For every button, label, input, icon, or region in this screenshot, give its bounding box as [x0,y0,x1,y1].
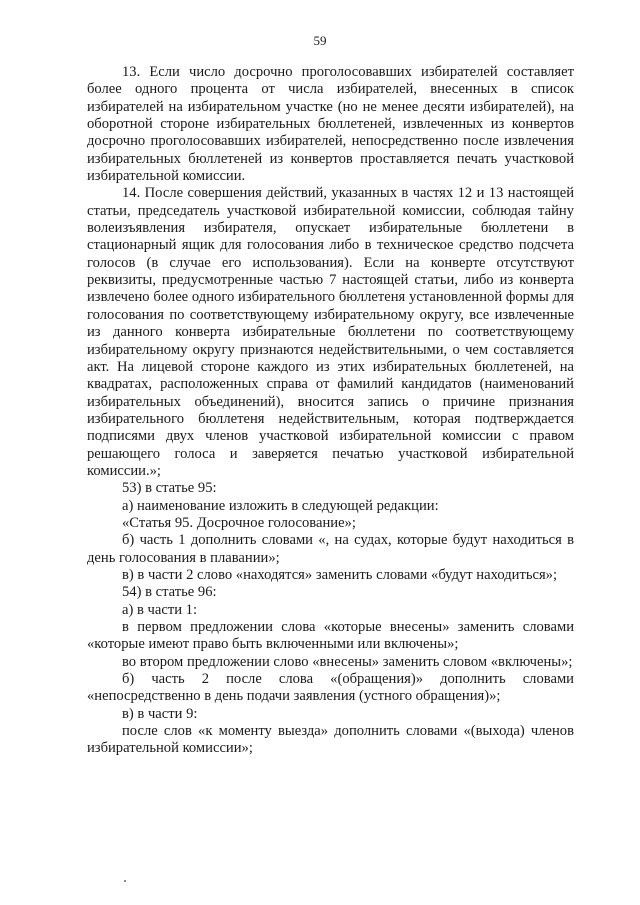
paragraph-54v-amendment: после слов «к моменту выезда» дополнить словами «(выхода) членов избирательной комиссии»; [87,723,574,757]
scan-speck [124,880,126,882]
paragraph-subpoint-54v: в) в части 9: [122,705,198,722]
paragraph-subpoint-53v: в) в части 2 слово «находятся» заменить словами «будут находиться»; [122,566,558,583]
document-body [87,64,574,758]
paragraph-subpoint-53b: б) часть 1 дополнить словами «, на судах, которые будут находиться в день голосования в плавании»; [87,532,574,566]
paragraph-subpoint-53a: а) наименование изложить в следующей редакции: [122,497,439,514]
page-number: 59 [313,33,327,48]
paragraph-subpoint-54b: б) часть 2 после слова «(обращения)» дополнить словами «непосредственно в день подачи заявления (устного обращения)»; [87,671,574,705]
paragraph-subpoint-54a: а) в части 1: [122,601,198,618]
paragraph-point-54: 54) в статье 96: [122,584,217,601]
paragraph-54a-second-sentence: во втором предложении слово «внесены» заменить словом «включены»; [122,653,573,670]
paragraph-54a-first-sentence: в первом предложении слова «которые внесены» заменить словами «которые имеют право быть включенными или включены»; [87,619,574,653]
paragraph-item-14: 14. После совершения действий, указанных в частях 12 и 13 настоящей статьи, председатель участковой избирательной комиссии, соблюдая тайну волеизъявления избирателя, опускает избирательные бюллетени в стационарный ящик для голосования либо в техническое средство подсчета голосов (в случае его использования). Если на конверте отсутствуют реквизиты, предусмотренные частью 7 настоящей статьи, либо из конверта извлечено более одного избирательного бюллетеня установленной формы для голосования по соответствующему избирательному округу, все извлеченные из данного конверта избирательные бюллетени по соответствующему избирательному округу признаются недействительными, о чем составляется акт. На лицевой стороне каждого из этих избирательных бюллетеней, на квадратах, расположенных справа от фамилий кандидатов (наименований избирательных объединений), вносится запись о причине признания избирательного бюллетеня недействительным, которая подтверждается подписями двух членов участковой избирательной комиссии с правом решающего голоса и заверяется печатью участковой избирательной комиссии.»; [87,185,574,479]
paragraph-article-95-title: «Статья 95. Досрочное голосование»; [122,514,356,531]
paragraph-point-53: 53) в статье 95: [122,480,217,497]
paragraph-item-13: 13. Если число досрочно проголосовавших избирателей составляет более одного процента от числа избирателей, внесенных в список избирателей на избирательном участке (но не менее десяти избирателей), на оборотной стороне избирательных бюллетеней, извлеченных из конвертов досрочно проголосовавших избирателей, непосредственно после извлечения избирательных бюллетеней из конвертов проставляется печать участковой избирательной комиссии. [87,64,574,185]
